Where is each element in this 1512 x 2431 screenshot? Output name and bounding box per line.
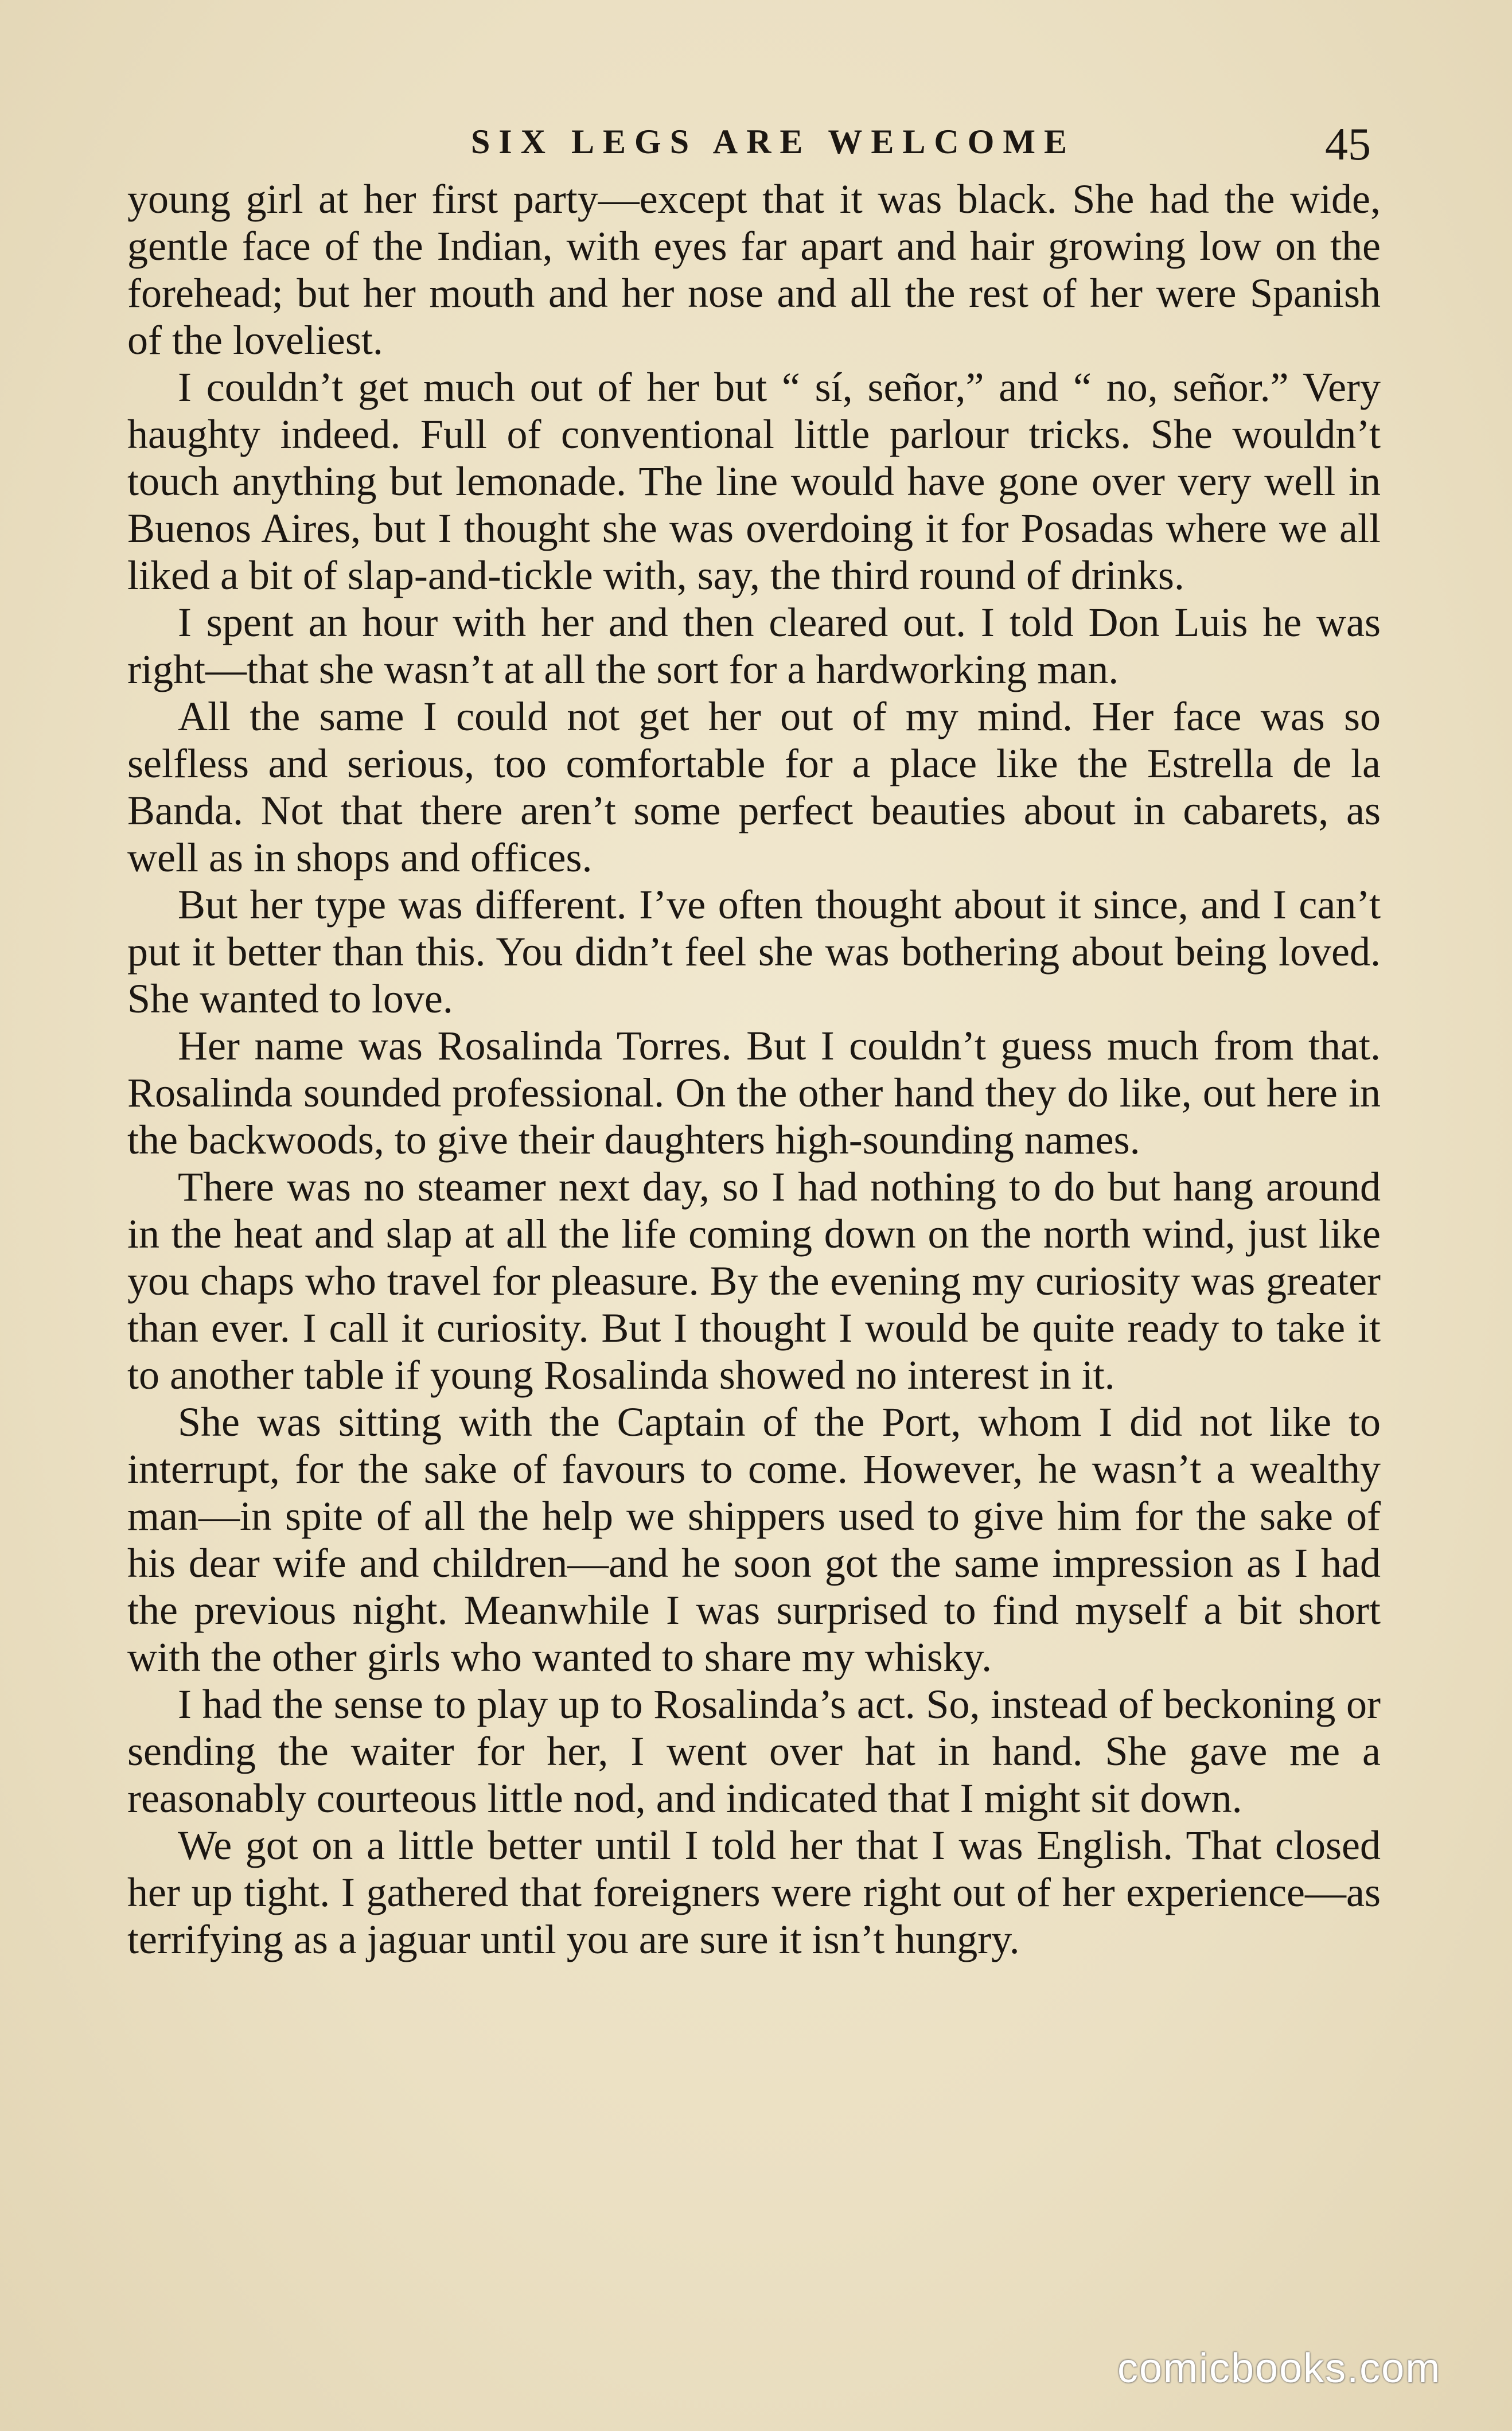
paragraph: We got on a little better until I told her that I was English. That closed her up tight. I gathered that foreigners were right out of her experience—as terrifying as a jaguar until you are sure it isn’t hungry. (127, 1822, 1381, 1962)
paragraph: There was no steamer next day, so I had nothing to do but hang around in the heat and slap at all the life coming down on the north wind, just like you chaps who travel for pleasure. By the evening my curiosity was greater than ever. I call it curiosity. But I thought I would be quite ready to take it to another table if young Rosalinda showed no interest in it. (127, 1164, 1381, 1398)
paragraph: young girl at her first party—except that it was black. She had the wide, gentle face of the Indian, with eyes far apart and hair growing low on the forehead; but her mouth and her nose and all the rest of her were Spanish of the loveliest. (127, 176, 1381, 363)
paragraph: Her name was Rosalinda Torres. But I couldn’t guess much from that. Rosalinda sounded professional. On the other hand they do like, out here in the backwoods, to give their daughters high-sounding names. (127, 1023, 1381, 1163)
page-number: 45 (1325, 119, 1371, 170)
paragraph: All the same I could not get her out of my mind. Her face was so selfless and serious, too comfortable for a place like the Estrella de la Banda. Not that there aren’t some perfect beauties about in cabarets, as well as in shops and offices. (127, 694, 1381, 881)
paragraph: I couldn’t get much out of her but “ sí, señor,” and “ no, señor.” Very haughty indeed. Full of conventional little parlour tricks. She wouldn’t touch anything but lemonade. The line would have gone over very well in Buenos Aires, but I thought she was overdoing it for Posadas where we all liked a bit of slap-and-tickle with, say, the third round of drinks. (127, 364, 1381, 598)
body-text (127, 176, 1381, 1963)
watermark: comicbooks.com (1117, 2346, 1441, 2391)
paragraph: I spent an hour with her and then cleared out. I told Don Luis he was right—that she wasn’t at all the sort for a hardworking man. (127, 599, 1381, 692)
page-header (0, 118, 1512, 169)
running-head: SIX LEGS ARE WELCOME (470, 123, 1076, 161)
paragraph: I had the sense to play up to Rosalinda’s act. So, instead of beckoning or sending the waiter for her, I went over hat in hand. She gave me a reasonably courteous little nod, and indicated that I might sit down. (127, 1681, 1381, 1821)
paragraph: She was sitting with the Captain of the Port, whom I did not like to interrupt, for the sake of favours to come. However, he wasn’t a wealthy man—in spite of all the help we shippers used to give him for the sake of his dear wife and children—and he soon got the same impression as I had the previous night. Meanwhile I was surprised to find myself a bit short with the other girls who wanted to share my whisky. (127, 1399, 1381, 1680)
paragraph: But her type was different. I’ve often thought about it since, and I can’t put it better than this. You didn’t feel she was bothering about being loved. She wanted to love. (127, 882, 1381, 1022)
